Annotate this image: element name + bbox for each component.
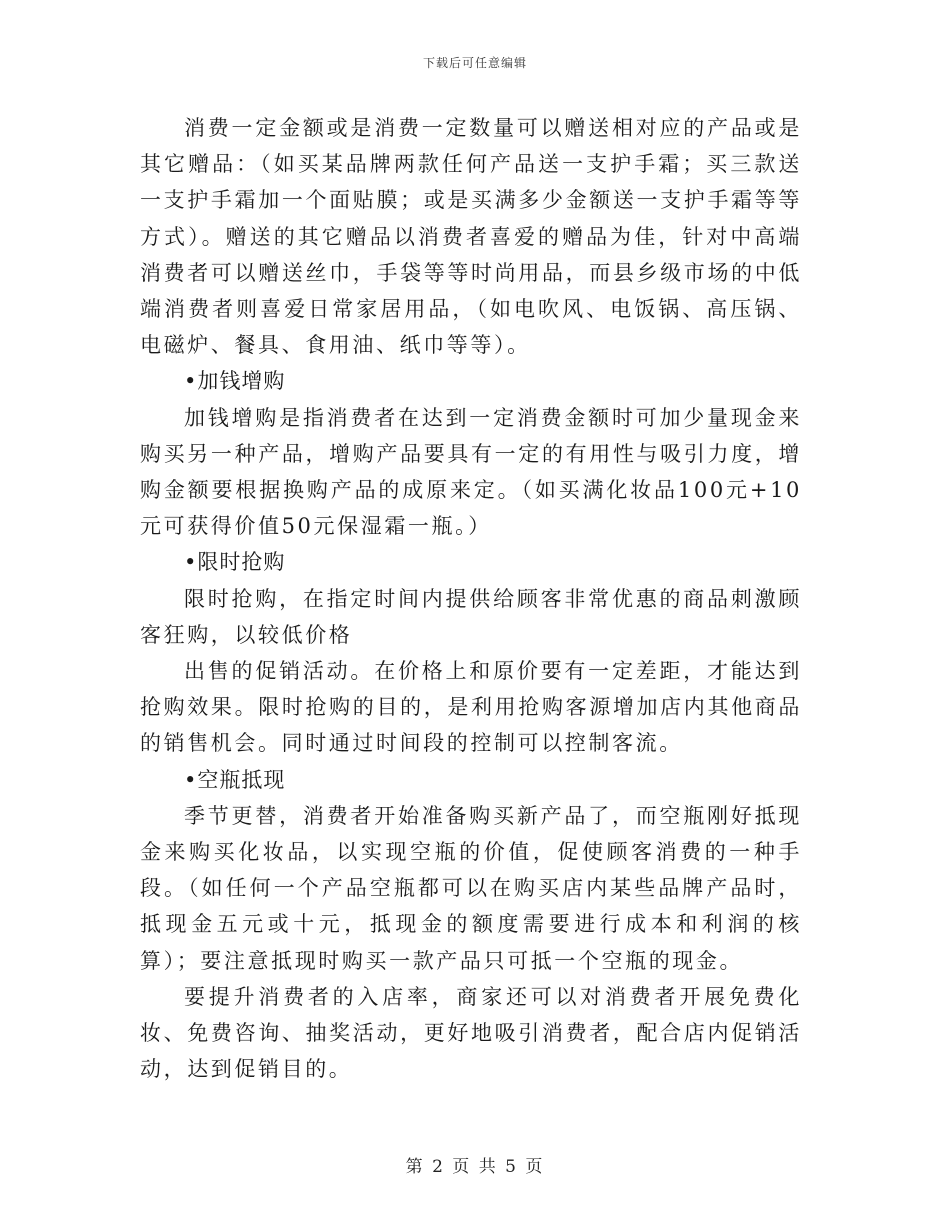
- section-heading-empty-bottle: •空瓶抵现: [184, 767, 286, 792]
- paragraph-add-money-purchase: 加钱增购是指消费者在达到一定消费金额时可加少量现金来购买另一种产品，增购产品要具有一定的有用性与吸引力度，增购金额要根据换购产品的成原来定。（如买满化妆品100元+10元可获得价值50元保湿霜一瓶。）: [140, 405, 802, 539]
- paragraph-flash-sale-detail: 出售的促销活动。在价格上和原价要有一定差距，才能达到抢购效果。限时抢购的目的，是利用抢购客源增加店内其他商品的销售机会。同时通过时间段的控制可以控制客流。: [140, 659, 802, 756]
- document-body: [140, 110, 802, 1087]
- paragraph-store-traffic: 要提升消费者的入店率，商家还可以对消费者开展免费化妆、免费咨询、抽奖活动，更好地吸引消费者，配合店内促销活动，达到促销目的。: [140, 984, 802, 1082]
- paragraph-empty-bottle: 季节更替，消费者开始准备购买新产品了，而空瓶刚好抵现金来购买化妆品，以实现空瓶的价值，促使顾客消费的一种手段。（如任何一个产品空瓶都可以在购买店内某些品牌产品时，抵现金五元或十元，抵现金的额度需要进行成本和利润的核算）；要注意抵现时购买一款产品只可抵一个空瓶的现金。: [140, 803, 802, 973]
- paragraph-flash-sale-intro: 限时抢购，在指定时间内提供给顾客非常优惠的商品刺激顾客狂购，以较低价格: [140, 586, 802, 647]
- page-header: 下载后可任意编辑: [422, 56, 527, 70]
- section-heading-add-money-purchase: •加钱增购: [184, 369, 286, 394]
- section-heading-flash-sale: •限时抢购: [184, 550, 286, 575]
- page-footer: 第 2 页 共 5 页: [405, 1157, 545, 1177]
- paragraph-gift-promotion: 消费一定金额或是消费一定数量可以赠送相对应的产品或是其它赠品：（如买某品牌两款任何产品送一支护手霜；买三款送一支护手霜加一个面贴膜；或是买满多少金额送一支护手霜等等方式）。赠送的其它赠品以消费者喜爱的赠品为佳，针对中高端消费者可以赠送丝巾，手袋等等时尚用品，而县乡级市场的中低端消费者则喜爱日常家居用品，（如电吹风、电饭锅、高压锅、电磁炉、餐具、食用油、纸巾等等）。: [140, 116, 802, 358]
